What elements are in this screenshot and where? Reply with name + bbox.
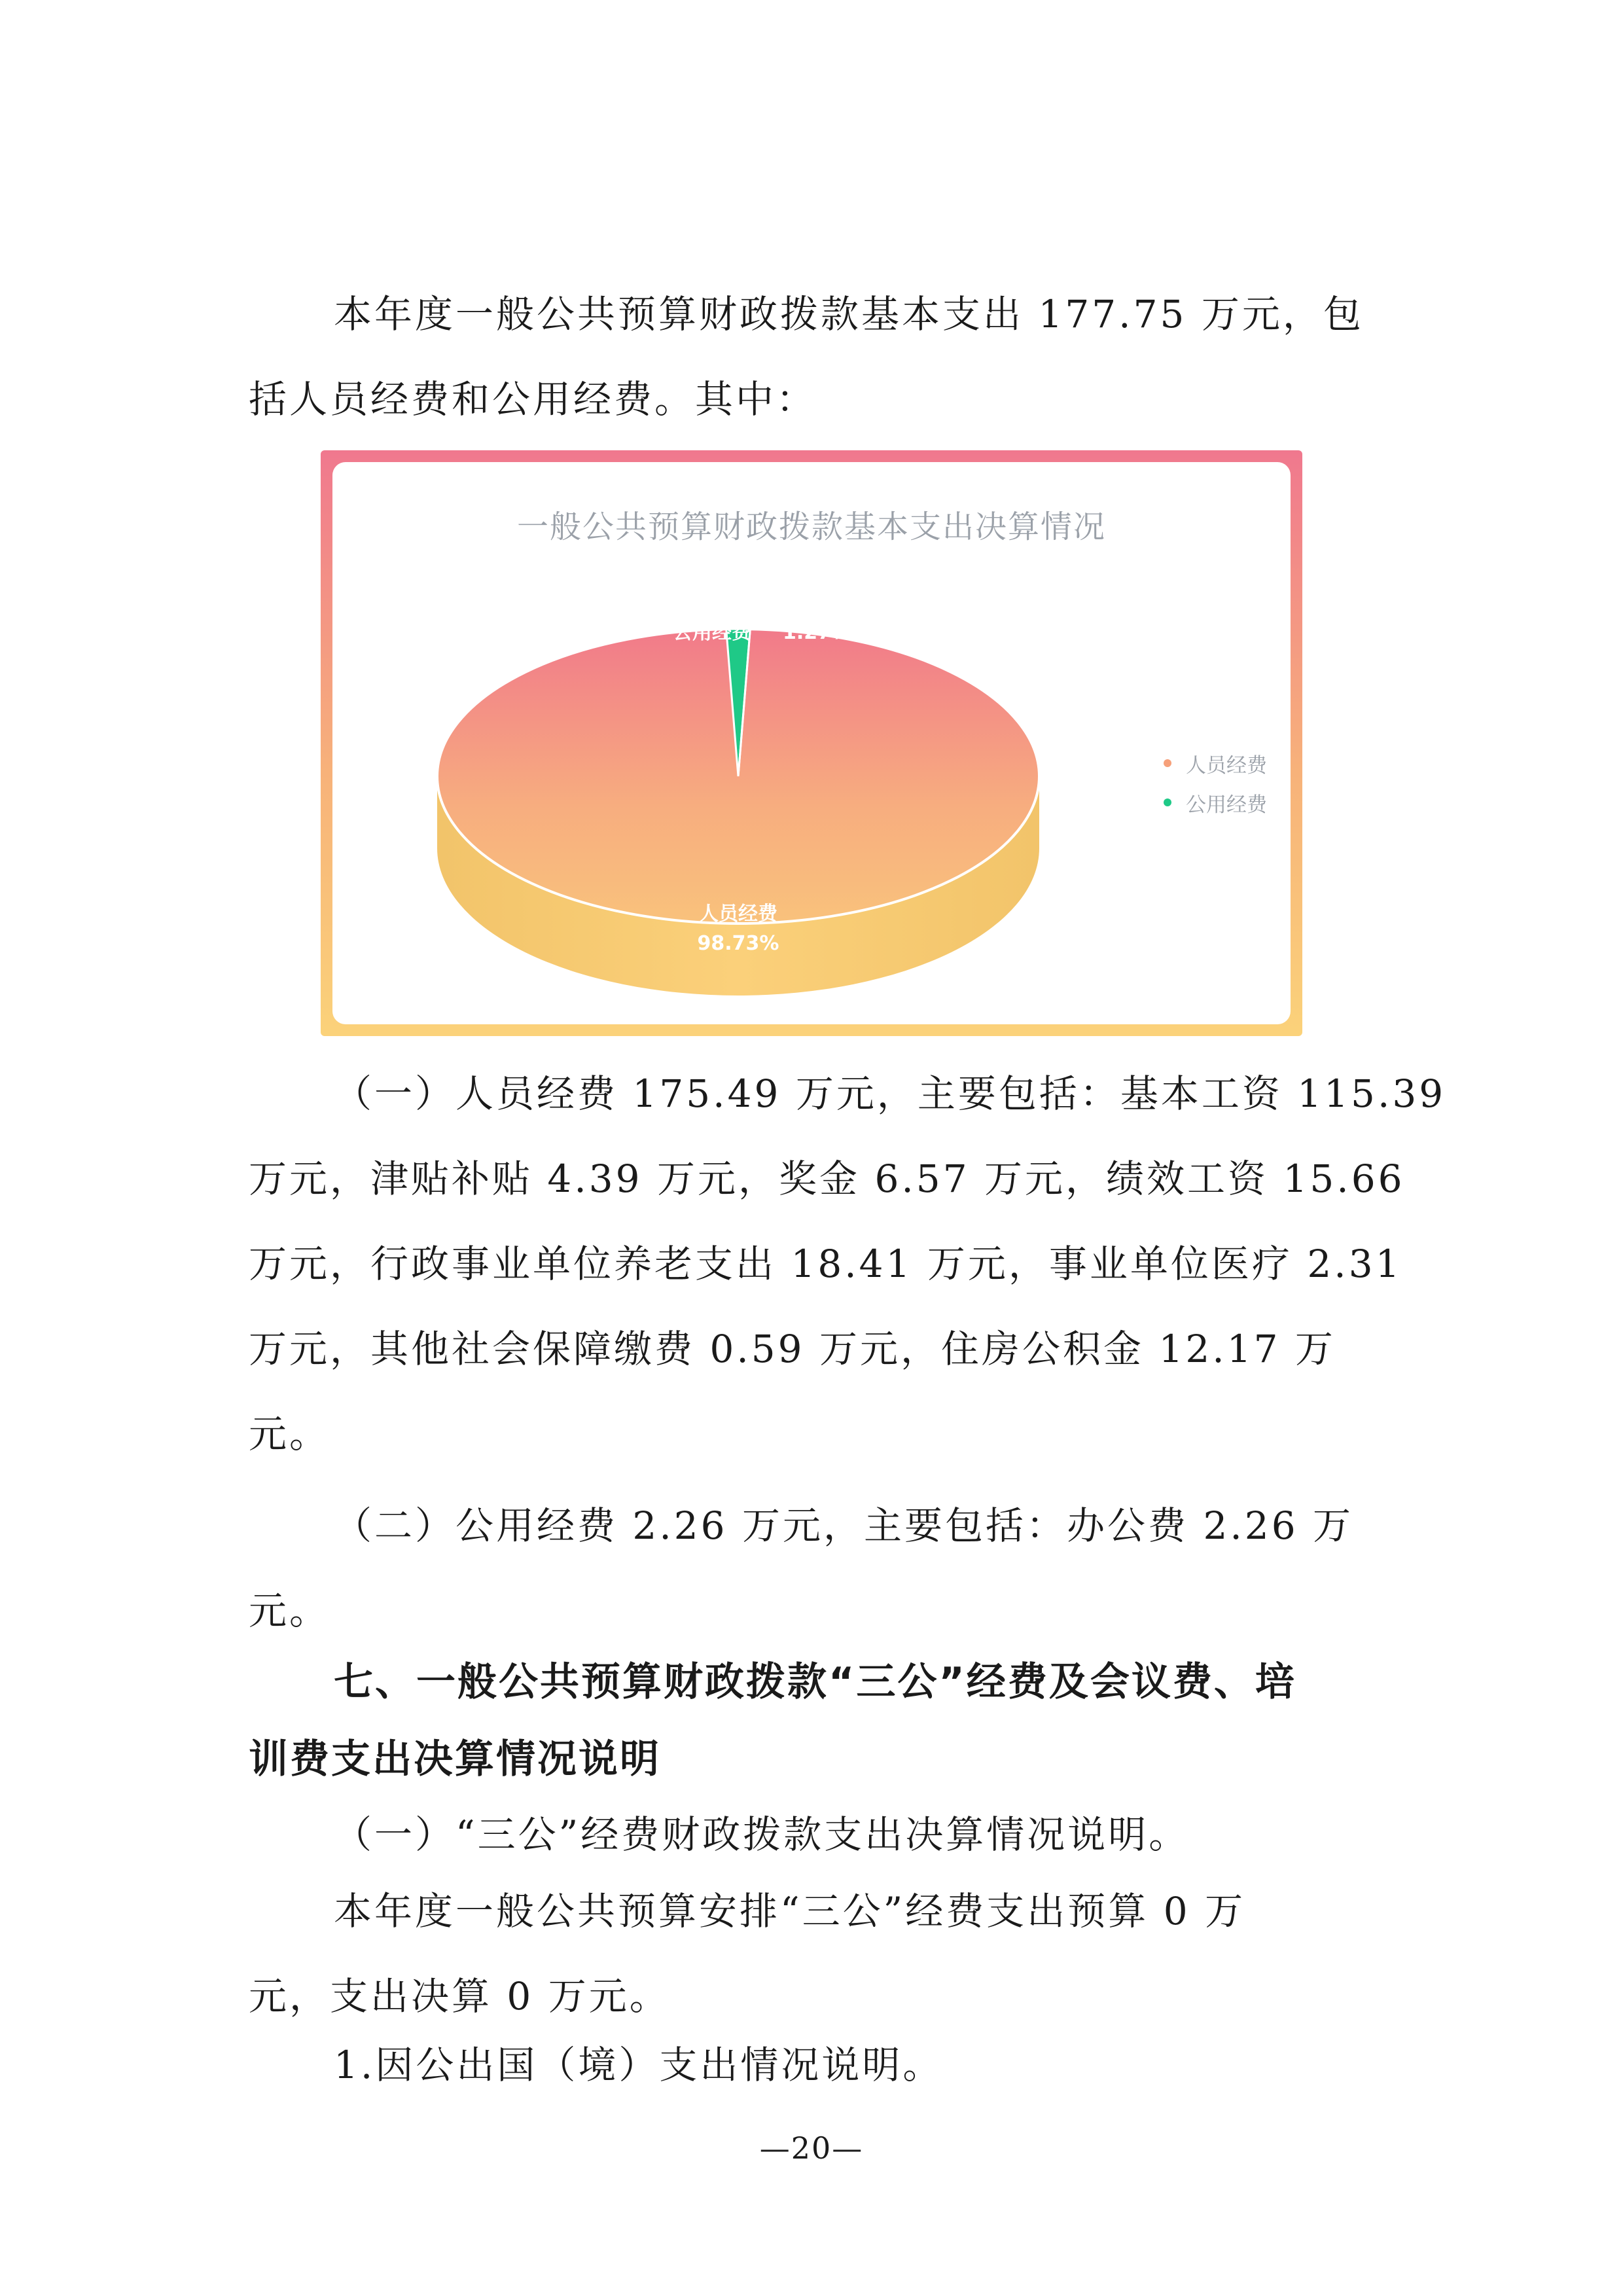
paragraph-public xyxy=(249,1483,1374,1653)
text-line: 本年度一般公共预算安排“三公”经费支出预算 0 万 xyxy=(334,1889,1246,1933)
subheading-three-public xyxy=(249,1792,1374,1877)
data-label-personnel-name: 人员经费 xyxy=(699,903,777,925)
legend-label: 人员经费 xyxy=(1186,753,1267,778)
heading-line: 训费支出决算情况说明 xyxy=(249,1736,661,1782)
legend-marker-icon xyxy=(1164,759,1171,767)
pie-chart xyxy=(332,462,1291,1024)
paragraph-three-public-budget xyxy=(249,1869,1374,2039)
chart-title: 一般公共预算财政拨款基本支出决算情况 xyxy=(516,509,1106,545)
section-heading-7 xyxy=(249,1643,1374,1798)
paragraph-basic-expenditure xyxy=(249,272,1374,442)
text-line: 括人员经费和公用经费。其中： xyxy=(249,377,817,422)
text-line: 元。 xyxy=(249,1588,330,1633)
text-line: 万元，行政事业单位养老支出 18.41 万元，事业单位医疗 2.31 xyxy=(249,1242,1402,1286)
text-line: （一）人员经费 175.49 万元，主要包括：基本工资 115.39 xyxy=(334,1071,1446,1116)
legend-label: 公用经费 xyxy=(1186,793,1267,817)
paragraph-personnel xyxy=(249,1051,1446,1477)
text-line: （一）“三公”经费财政拨款支出决算情况说明。 xyxy=(334,1812,1190,1857)
text-line: 本年度一般公共预算财政拨款基本支出 177.75 万元，包 xyxy=(334,292,1364,336)
legend-item-public[interactable] xyxy=(1164,783,1267,822)
pie-chart-panel xyxy=(332,462,1291,1024)
pie-chart-frame xyxy=(321,450,1302,1036)
data-label-public-value: 1.27% xyxy=(782,621,851,644)
page-number: —20— xyxy=(759,2130,864,2166)
text-line: 元。 xyxy=(249,1412,330,1456)
text-line: 1.因公出国（境）支出情况说明。 xyxy=(334,2043,944,2087)
item-overseas xyxy=(249,2022,1374,2108)
text-line: 万元，津贴补贴 4.39 万元，奖金 6.57 万元，绩效工资 15.66 xyxy=(249,1157,1405,1201)
data-label-personnel-value: 98.73% xyxy=(697,932,779,955)
chart-legend xyxy=(1164,744,1267,822)
heading-line: 七、一般公共预算财政拨款“三公”经费及会议费、培 xyxy=(334,1659,1296,1705)
text-line: （二）公用经费 2.26 万元，主要包括：办公费 2.26 万 xyxy=(334,1503,1354,1548)
legend-item-personnel[interactable] xyxy=(1164,744,1267,783)
text-line: 万元，其他社会保障缴费 0.59 万元，住房公积金 12.17 万 xyxy=(249,1327,1336,1371)
data-label-public-name: 公用经费 xyxy=(673,621,751,644)
text-line: 元，支出决算 0 万元。 xyxy=(249,1974,670,2018)
legend-marker-icon xyxy=(1164,798,1171,806)
